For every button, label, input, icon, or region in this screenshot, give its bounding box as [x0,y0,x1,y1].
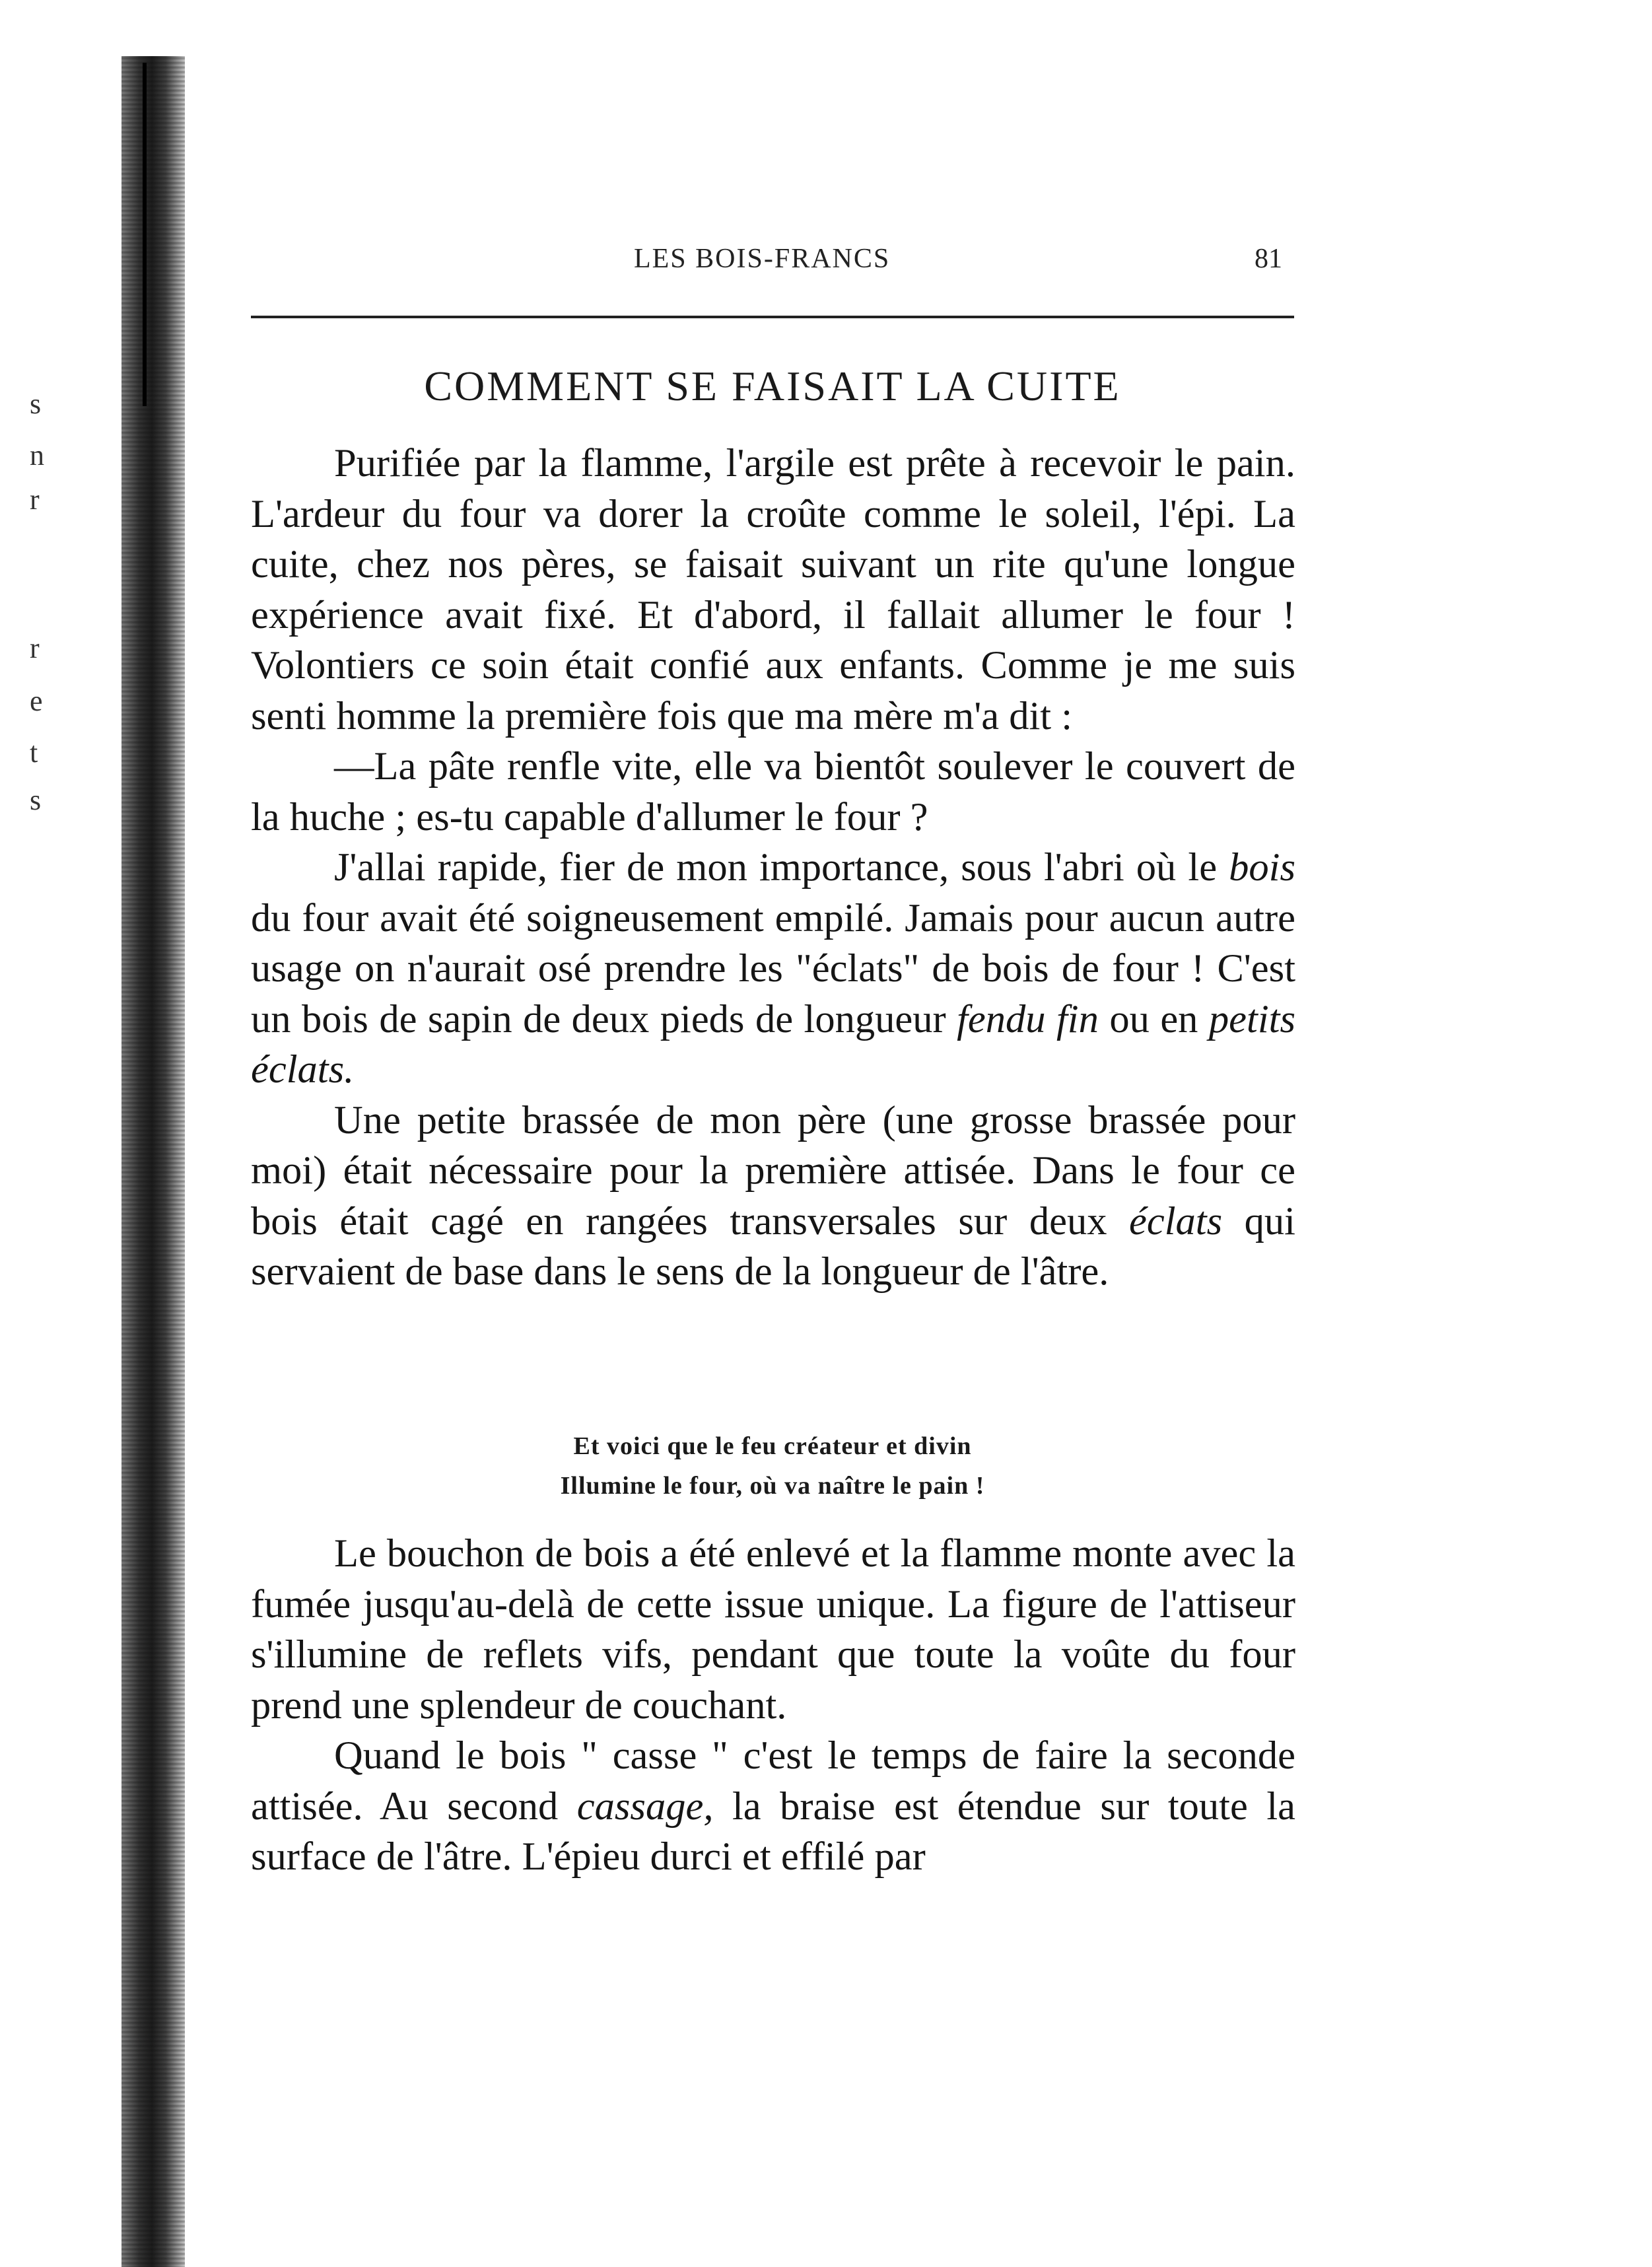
text-run: la braise est étendue sur toute la surface de l'âtre. L'épieu durci et effilé par [251,1784,1295,1879]
body-text-upper [251,438,1295,1298]
text-run: ou en [1098,996,1209,1041]
italic-run: bois [1229,845,1295,889]
margin-bleed-letter: t [30,736,38,769]
text-run: qui servaient de base dans le sens de la longueur de l'âtre. [251,1199,1295,1294]
margin-bleed-letter: e [30,685,43,717]
paragraph: —La pâte renfle vite, elle va bientôt soulever le couvert de la huche ; es-tu capable d'allumer le four ? [251,744,1295,839]
binding-gutter-shadow [121,56,185,2267]
verse-epigraph [251,1426,1294,1506]
italic-run: petits éclats. [251,996,1295,1092]
paragraph [251,1096,1295,1298]
paragraph: Purifiée par la flamme, l'argile est prête à recevoir le pain. L'ardeur du four va dorer la croûte comme le soleil, l'épi. La cuite, chez nos pères, se faisait suivant un rite qu'une longue expérience avait fixé. Et d'abord, il fallait allumer le four ! Volontiers ce soin était confié aux enfants. Comme je me suis senti homme la première fois que ma mère m'a dit : [251,441,1295,738]
margin-bleed-letter: r [30,632,40,664]
margin-bleed-letter: s [30,784,42,816]
margin-bleed-letter: s [30,388,42,420]
verse-line: Illumine le four, où va naître le pain ! [560,1472,985,1500]
header-rule [251,316,1294,318]
paragraph [251,843,1295,1096]
paragraph: Le bouchon de bois a été enlevé et la flamme monte avec la fumée jusqu'au-delà de cette issue unique. La figure de l'attiseur s'illumine de reflets vifs, pendant que toute la voûte du four prend une splendeur de couchant. [251,1531,1295,1727]
italic-run: fendu fin [957,996,1099,1041]
text-run: J'allai rapide, fier de mon importance, sous l'abri où le [334,845,1229,889]
chapter-title: COMMENT SE FAISAIT LA CUITE [424,363,1121,409]
running-head: LES BOIS-FRANCS [634,244,891,274]
text-run: du four avait été soigneusement empilé. Jamais pour aucun autre usage on n'aurait osé prendre les "éclats" de bois de four ! C'est un bois de sapin de deux pieds de longueur [251,895,1295,1041]
page-number: 81 [1255,244,1282,274]
margin-bleed-letter: n [30,439,44,471]
italic-run: cassage, [576,1784,714,1829]
verse-line: Et voici que le feu créateur et divin [573,1432,972,1460]
text-run: Une petite brassée de mon père (une grosse brassée pour moi) était nécessaire pour la première attisée. Dans le four ce bois était cagé en rangées transversales sur deux [251,1098,1295,1243]
paragraph [251,1731,1295,1883]
text-run: Quand le bois " casse " c'est le temps de faire la seconde attisée. Au second [251,1733,1295,1829]
binding-edge-line [143,63,147,406]
body-text-lower [251,1529,1295,1883]
italic-run: éclats [1129,1199,1223,1243]
margin-bleed-letter: r [30,483,40,516]
